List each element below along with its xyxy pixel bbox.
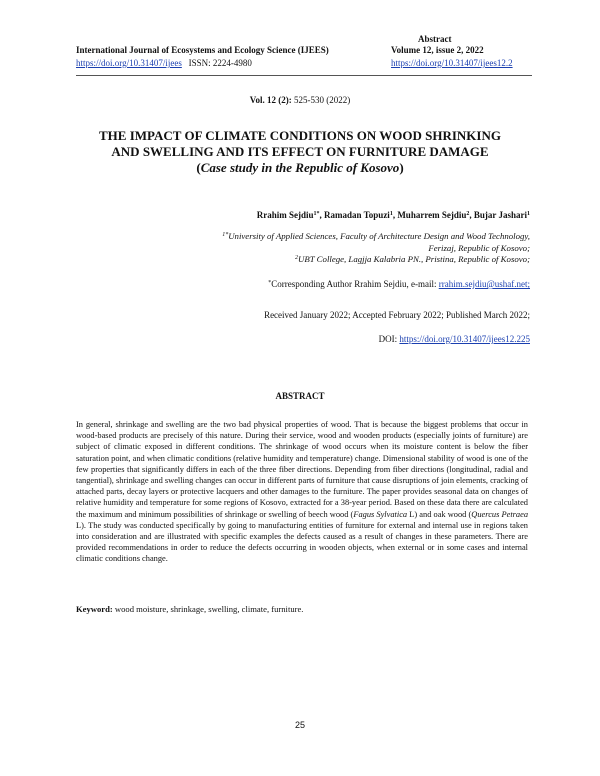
keywords-text: wood moisture, shrinkage, swelling, climate, furniture. <box>112 604 304 614</box>
author-sup: 1 <box>389 211 393 217</box>
author-separator: , <box>469 210 474 220</box>
abstract-text: L). The study was conducted specifically by going to manufacturing entities of furniture for external and internal use in regions taken into consideration and are illustrated with specific examples the defects caused as a result of changes in these parameters. There are provided recommendations in order to reduce the defects occurring in wooden objects, when external or in some cases and internal climatic conditions change. <box>76 520 528 564</box>
corresponding-author <box>268 279 530 289</box>
corr-sup: * <box>268 280 272 286</box>
abstract-text: In general, shrinkage and swelling are the two bad physical properties of wood. That is because the biggest problems that occur in wood-based products are precisely of this nature. During their service, wood and wooden products (especially joints of furniture) are subject of climatic exposed in different conditions. The shrinkage of wood occurs when its moisture content is below the fiber saturation point, and when climatic conditions (relative humidity and temperature) change. Dimensional stability of wood is one of the few properties that significantly differs in each of the three fiber directions. Depending from fiber directions (longitudinal, radial and tangential), shrinkage and swelling changes can occur in different parts of furniture that cause disruptions of join elements, cracking of attached parts, decay layers or protective lacquers and other damages to the furniture. The paper provides seasonal data on changes of relative humidity and temperature for some regions of Kosovo, extracted for a 38-year period. Based on these data there are calculated the maximum and minimum possibilities of shrinkage or swelling of beech wood ( <box>76 420 528 519</box>
keywords-label: Keyword: <box>76 604 113 614</box>
header-divider <box>76 75 532 76</box>
volume-label: Volume 12, issue 2, 2022 <box>391 45 484 55</box>
vol-label: Vol. 12 (2): <box>249 95 292 105</box>
article-doi <box>379 334 530 344</box>
author-separator: , <box>319 210 325 220</box>
volume-pages-line <box>0 95 600 105</box>
affiliation-2 <box>222 254 530 266</box>
author-sup: 1 <box>527 211 530 217</box>
affiliations <box>222 231 530 266</box>
page-number: 25 <box>294 720 305 730</box>
title-subtitle: (Case study in the Republic of Kosovo) <box>196 160 404 175</box>
subtitle-text: Case study in the Republic of Kosovo <box>200 160 400 175</box>
author-sup: 1* <box>313 211 320 217</box>
affiliation-sup: 1* <box>222 232 229 238</box>
author-name: Ramadan Topuzi <box>324 210 390 220</box>
affiliation-1 <box>222 231 530 243</box>
vol-pages: 525-530 (2022) <box>293 95 351 105</box>
affiliation-1-cont: Ferizaj, Republic of Kosovo; <box>428 242 530 253</box>
keywords <box>76 604 528 614</box>
publication-dates: Received January 2022; Accepted February 2022; Published March 2022; <box>264 310 530 320</box>
abstract-body <box>76 419 528 565</box>
title-line-2: AND SWELLING AND ITS EFFECT ON FURNITURE DAMAGE <box>111 144 489 159</box>
species-name: Quercus Petraea <box>471 509 529 519</box>
journal-doi-line <box>76 58 252 68</box>
corr-email-link[interactable]: rrahim.sejdiu@ushaf.net; <box>438 279 530 289</box>
abstract-heading: ABSTRACT <box>275 391 325 401</box>
article-doi-link[interactable]: https://doi.org/10.31407/ijees12.225 <box>399 334 530 344</box>
corr-text: Corresponding Author Rrahim Sejdiu, e-mail: <box>271 279 439 289</box>
doi-label: DOI: <box>378 334 400 344</box>
author-name: Muharrem Sejdiu <box>397 210 467 220</box>
abstract-text: L) and oak wood ( <box>407 509 472 519</box>
author-separator: , <box>392 210 398 220</box>
affiliation-text: UBT College, Lagjja Kalabria PN., Pristina, Republic of Kosovo; <box>298 254 530 264</box>
author-sup: 2 <box>466 211 470 217</box>
section-label: Abstract <box>418 34 452 44</box>
issue-doi-line <box>391 58 513 68</box>
author-list <box>257 210 530 220</box>
affiliation-text: University of Applied Sciences, Faculty of Architecture Design and Wood Technology, <box>228 231 530 241</box>
species-name: Fagus Sylvatica <box>353 509 408 519</box>
journal-doi-link[interactable]: https://doi.org/10.31407/ijees <box>76 58 182 68</box>
author-name: Rrahim Sejdiu <box>256 210 314 220</box>
issue-doi-link[interactable]: https://doi.org/10.31407/ijees12.2 <box>391 58 513 68</box>
affiliation-sup: 2 <box>295 255 299 261</box>
journal-name: International Journal of Ecosystems and Ecology Science (IJEES) <box>76 45 329 55</box>
journal-issn: ISSN: 2224-4980 <box>188 58 252 68</box>
paper-title <box>60 128 540 176</box>
title-line-1: THE IMPACT OF CLIMATE CONDITIONS ON WOOD SHRINKING <box>99 128 501 143</box>
author-name: Bujar Jashari <box>473 210 527 220</box>
